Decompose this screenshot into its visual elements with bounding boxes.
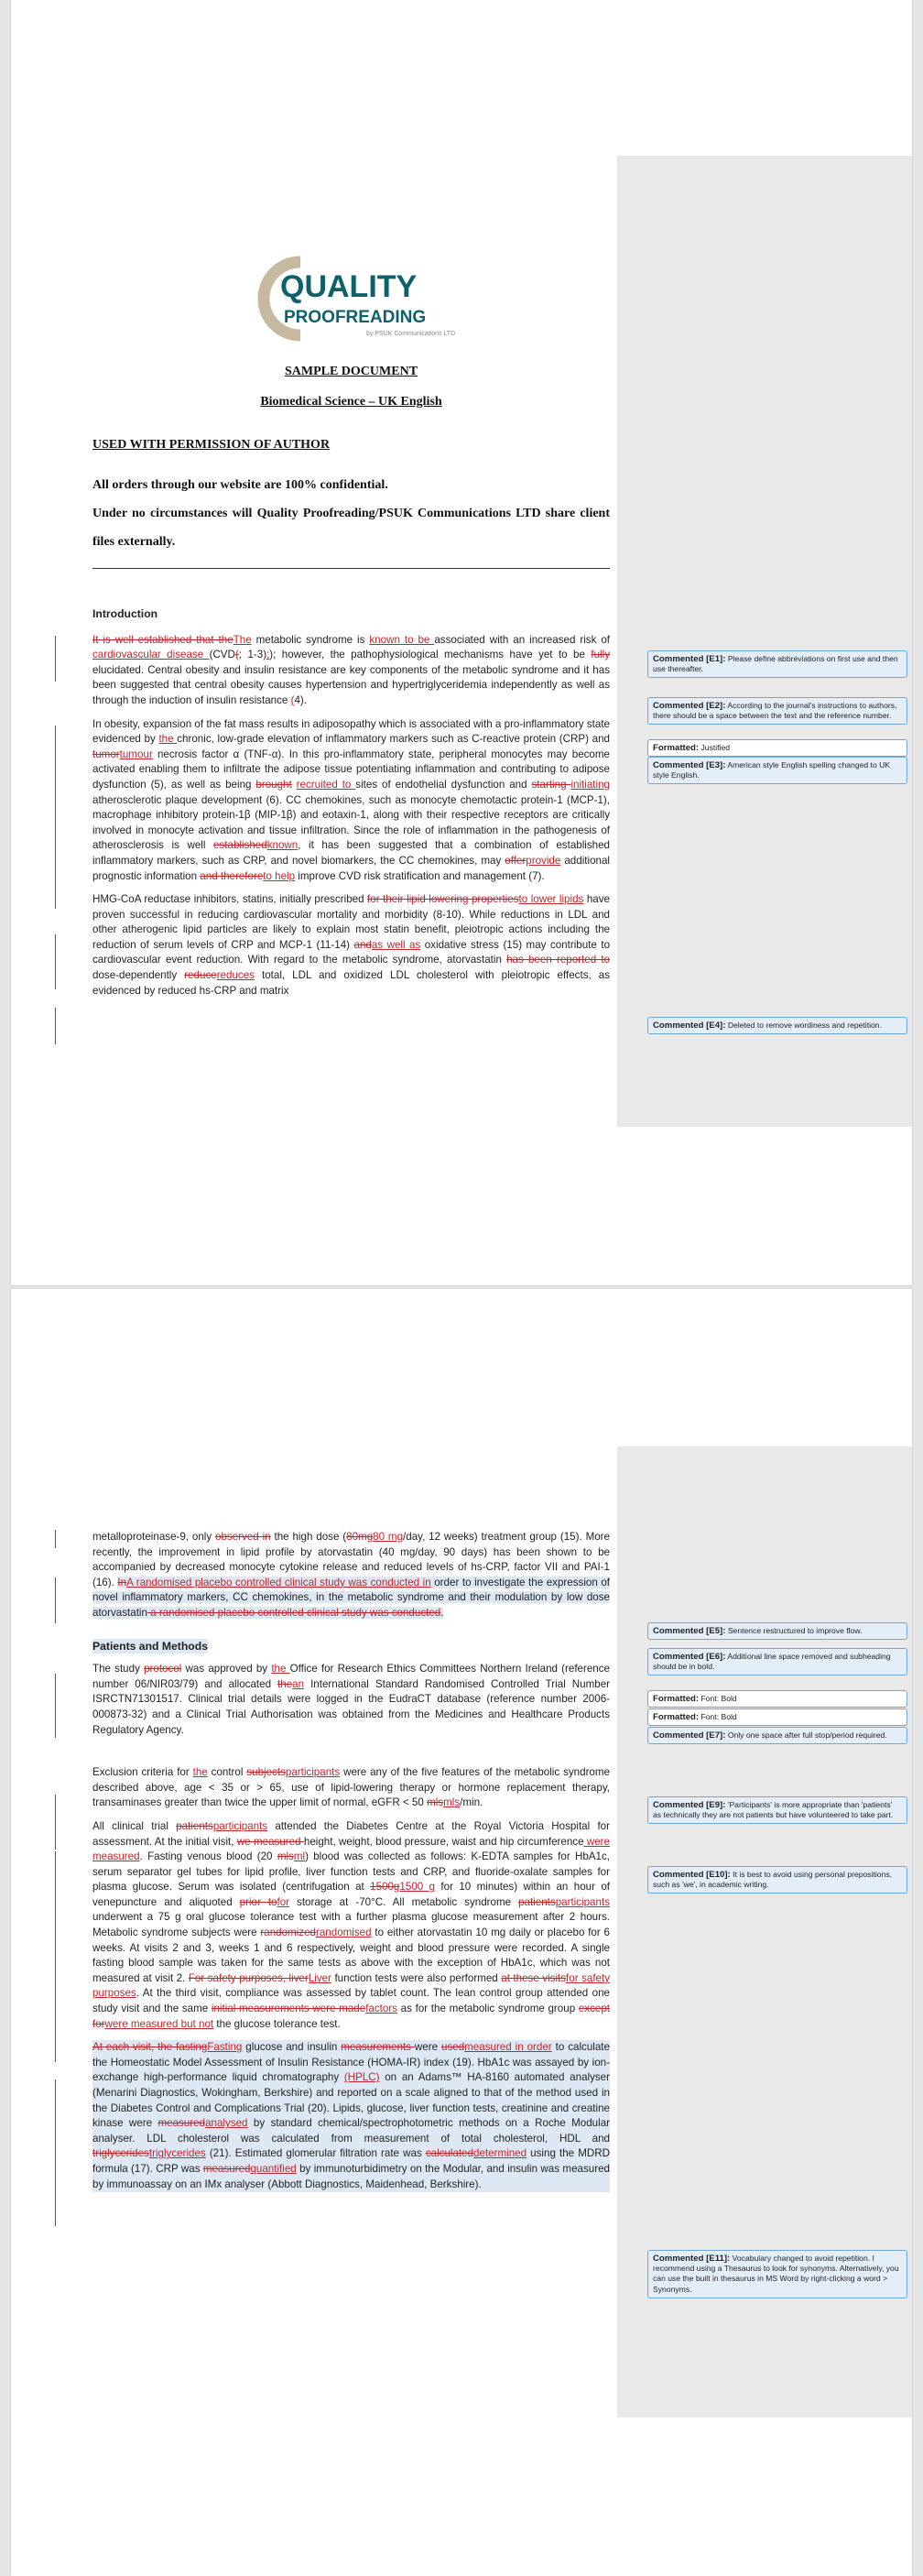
document-page-1: [11, 0, 912, 1285]
comment-e4[interactable]: [647, 1017, 907, 1034]
change-bar: [55, 1795, 56, 1850]
comment-e9[interactable]: [647, 1796, 907, 1824]
intro-paragraph-2: In obesity, expansion of the fat mass results in adiposopathy which is associated with a pro-inflammatory state evidenced by the chronic, low-grade elevation of inflammatory markers such as C-reactive protein (CRP) and tumortumour necrosis factor α (TNF-α). In this pro-inflammatory state, peripheral monocytes may become activated enabling them to infiltrate the adipose tissue potentiating inflammation and contributing to adipose dysfunction (5), as well as being brought recruited to sites of endothelial dysfunction and starting initiating atherosclerotic plaque development (6). CC chemokines, such as monocyte chemotactic protein-1 (MCP-1), macrophage inhibitory protein-1β (MIP-1β) and eotaxin-1, along with their respective receptors are critically involved in monocyte activation and tissue infiltration. Since the role of inflammation in the pathogenesis of atherosclerosis is well establishedknown, it has been suggested that a combination of established inflammatory markers, such as CRP, and novel biomarkers, the CC chemokines, may offerprovide additional prognostic information and thereforeto help improve CVD risk stratification and management (7).: [92, 717, 611, 882]
comment-label: Commented [E5]:: [653, 1626, 726, 1636]
intro-paragraph-1: It is well established that theThe metabolic syndrome is known to be associated with an increased risk of cardiovascular disease (CVD(; 1-3);); however, the pathophysiological mechanisms have yet to be fully elucidated. Central obesity and insulin resistance are key components of the metabolic syndrome and it has been suggested that central obesity causes hypertension and hypertriglyceridemia independently as well as through the induction of insulin resistance (4).: [92, 633, 611, 706]
comment-label: Commented [E7]:: [653, 1730, 726, 1741]
continuation-paragraph: metalloproteinase-9, only observed in the high dose (80mg80 mg/day, 12 weeks) treatment group (15). More recently, the improvement in lipid profile by atorvastatin (40 mg/day, 90 days) has been shown to be accompanied by decreased monocyte cytokine release and reduced levels of hs-CRP, factor VII and PAI-1 (16). InA randomised placebo controlled clinical study was conducted in order to investigate the expression of novel inflammatory markers, CC chemokines, in the metabolic syndrome and their modulation by low dose atorvastatin a randomised placebo controlled clinical study was conducted.: [92, 1531, 611, 1619]
logo-word-quality: QUALITY: [280, 269, 418, 304]
comment-text: 'Participants' is more appropriate than 'patients' as technically they are not patients but have volunteered to take part.: [653, 1800, 894, 1820]
comment-text: It is best to avoid using personal prepositions, such as 'we', in academic writing.: [653, 1870, 893, 1890]
formatted-note-3[interactable]: [647, 1708, 907, 1726]
comment-e6[interactable]: [647, 1648, 907, 1675]
methods-heading: Patients and Methods: [92, 1639, 208, 1653]
comment-text: American style English spelling changed to UK style English.: [653, 760, 891, 780]
methods-paragraph-1: The study protocol was approved by the Office for Research Ethics Committees Northern Ireland (reference number 06/NIR03/79) and allocated thean International Standard Randomised Controlled Trial Number ISRCTN71301517. Clinical trial details were logged in the EudraCT database (reference number 2006-000873-32) and a Clinical Trial Authorisation was obtained from the Medicines and Healthcare Products Regulatory Agency.: [92, 1663, 611, 1736]
change-bar: [55, 2079, 56, 2226]
comment-label: Commented [E10]:: [653, 1870, 731, 1880]
comment-text: Font: Bold: [700, 1694, 737, 1703]
comment-label: Commented [E2]:: [653, 701, 726, 711]
comment-text: Vocabulary changed to avoid repetition. I recommend using a Thesaurus to look for synonyms. Alternatively, you can use the built in thesaurus in MS Word by right-clicking a word > Synonyms.: [653, 2254, 899, 2294]
comment-text: According to the journal's instructions to authors, there should be a space between the text and the reference number.: [653, 701, 897, 721]
confidentiality-line-1: All orders through our website are 100% confidential.: [92, 478, 388, 492]
comment-text: Sentence restructured to improve flow.: [727, 1626, 863, 1635]
subject-subtitle: Biomedical Science – UK English: [260, 395, 442, 409]
logo-word-proofreading: PROOFREADING: [284, 308, 427, 327]
comment-e3[interactable]: [647, 757, 907, 784]
comment-label: Commented [E3]:: [653, 760, 726, 770]
comment-text: Additional line space removed and subheading should be in bold.: [653, 1652, 891, 1672]
comment-text: Only one space after full stop/period required.: [727, 1730, 887, 1740]
change-bar: [55, 726, 56, 909]
change-bar: [55, 1008, 56, 1044]
intro-paragraph-3: HMG-CoA reductase inhibitors, statins, initially prescribed for their lipid lowering propertiesto lower lipids have proven successful in reducing cardiovascular mortality and morbidity (8-10). While reductions in LDL and other atherogenic lipid particles are likely to explain most statin benefit, pleiotropic actions including the reduction of serum levels of CRP and MCP-1 (11-14) andas well as oxidative stress (15) may contribute to cardiovascular event reduction. With regard to the metabolic syndrome, atorvastatin has been reported to dose-dependently reducereduces total, LDL and oxidized LDL cholesterol with pleiotropic effects, as evidenced by reduced hs-CRP and matrix: [92, 893, 611, 997]
comment-label: Formatted:: [653, 1694, 700, 1704]
comment-label: Commented [E1]:: [653, 654, 726, 664]
change-bar: [55, 1851, 56, 2062]
change-bar: [55, 1674, 56, 1738]
comment-e7[interactable]: [647, 1727, 907, 1744]
change-bar: [55, 934, 56, 989]
comment-margin-pane: [617, 156, 912, 1127]
sample-document-title: SAMPLE DOCUMENT: [284, 365, 418, 378]
permission-notice: USED WITH PERMISSION OF AUTHOR: [92, 438, 331, 452]
comment-e5[interactable]: [647, 1622, 907, 1640]
comment-label: Commented [E4]:: [653, 1021, 726, 1031]
comment-text: Deleted to remove wordiness and repetition.: [727, 1021, 882, 1030]
methods-paragraph-3: All clinical trial patientsparticipants attended the Diabetes Centre at the Royal Victoria Hospital for assessment. At the initial visit, we measured height, weight, blood pressure, waist and hip circumference were measured. Fasting venous blood (20 mlsml) blood was collected as follows: K-EDTA samples for HbA1c, serum separator gel tubes for lipid profile, liver function tests and CRP, and fluoride-oxalate samples for plasma glucose. Serum was isolated (centrifugation at 1500g1500 g for 10 minutes) within an hour of venepuncture and aliquoted prior tofor storage at -70°C. All metabolic syndrome patientsparticipants underwent a 75 g oral glucose tolerance test with a further plasma glucose measurement after 2 hours. Metabolic syndrome subjects were randomizedrandomised to either atorvastatin 10 mg daily or placebo for 6 weeks. At visits 2 and 3, weeks 1 and 6 respectively, weight and blood pressure were recorded. A single fasting blood sample was taken for the same tests as above with the exception of HbA1c, which was not measured at visit 2. For safety purposes, liverLiver function tests were also performed at these visitsfor safety purposes. At the third visit, compliance was assessed by tablet count. The lean control group attended one study visit and the same initial measurements were madefactors as for the metabolic syndrome group except forwere measured but not the glucose tolerance test.: [92, 1819, 611, 2030]
methods-paragraph-2: Exclusion criteria for the control subjectsparticipants were any of the five features of the metabolic syndrome described above, age < 35 or > 65, use of lipid-lowering therapy or hormone replacement therapy, transaminases greater than twice the upper limit of normal, eGFR < 50 mlsmls/min.: [92, 1766, 610, 1809]
formatted-note-2[interactable]: [647, 1690, 907, 1708]
comment-label: Formatted:: [653, 1712, 700, 1722]
introduction-section: [92, 606, 610, 1007]
comment-label: Commented [E11]:: [653, 2254, 731, 2264]
document-page-2: [11, 1289, 912, 2576]
introduction-heading: Introduction: [92, 607, 158, 620]
subtitle-block: [92, 395, 610, 410]
comment-e2[interactable]: [647, 697, 907, 725]
comment-label: Commented [E6]:: [653, 1652, 726, 1662]
permission-block: [92, 438, 610, 453]
change-bar: [55, 636, 56, 682]
comment-e11[interactable]: [647, 2250, 907, 2298]
change-bar: [55, 1530, 56, 1548]
change-bar: [55, 1577, 56, 1623]
methods-paragraph-4: At each visit, the fastingFasting glucose and insulin measurements were usedmeasured in order to calculate the Homeostatic Model Assessment of Insulin Resistance (HOMA-IR) index (19). HbA1c was assayed by ion-exchange high-performance liquid chromatography (HPLC) on an Adams™ HA-8160 automated analyser (Menarini Diagnostics, Wokingham, Berkshire) and reported on a scale aligned to that of the method used in the Diabetes Control and Complications Trial (20). Lipids, glucose, liver function tests, creatinine and creatine kinase were measuredanalysed by standard chemical/spectrophotometric methods on a Roche Modular analyser. LDL cholesterol was calculated from measurement of total cholesterol, HDL and triglyceridestriglycerides (21). Estimated glomerular filtration rate was calculateddetermined using the MDRD formula (17). CRP was measuredquantified by immunoturbidimetry on the Modular, and insulin was measured by immunoassay on an IMx analyser (Abbott Diagnostics, Maidenhead, Berkshire).: [92, 2040, 610, 2192]
page-2-body: [92, 1530, 610, 2200]
comment-label: Commented [E9]:: [653, 1800, 726, 1810]
comment-text: Font: Bold: [700, 1712, 737, 1721]
confidentiality-block: [92, 471, 610, 556]
comment-text: Justified: [700, 743, 731, 752]
comment-text: Please define abbreviations on first use and then use thereafter.: [653, 654, 898, 674]
logo-tagline: by PSUK Communications LTD: [366, 331, 456, 337]
formatted-note-1[interactable]: [647, 739, 907, 757]
comment-label: Formatted:: [653, 743, 700, 753]
comment-e10[interactable]: [647, 1866, 907, 1894]
confidentiality-line-2: Under no circumstances will Quality Proofreading/PSUK Communications LTD share client files externally.: [92, 507, 610, 549]
comment-e1[interactable]: [647, 650, 907, 678]
quality-proofreading-logo: [247, 249, 458, 344]
header-divider: [92, 568, 610, 569]
title-block: [92, 365, 610, 380]
